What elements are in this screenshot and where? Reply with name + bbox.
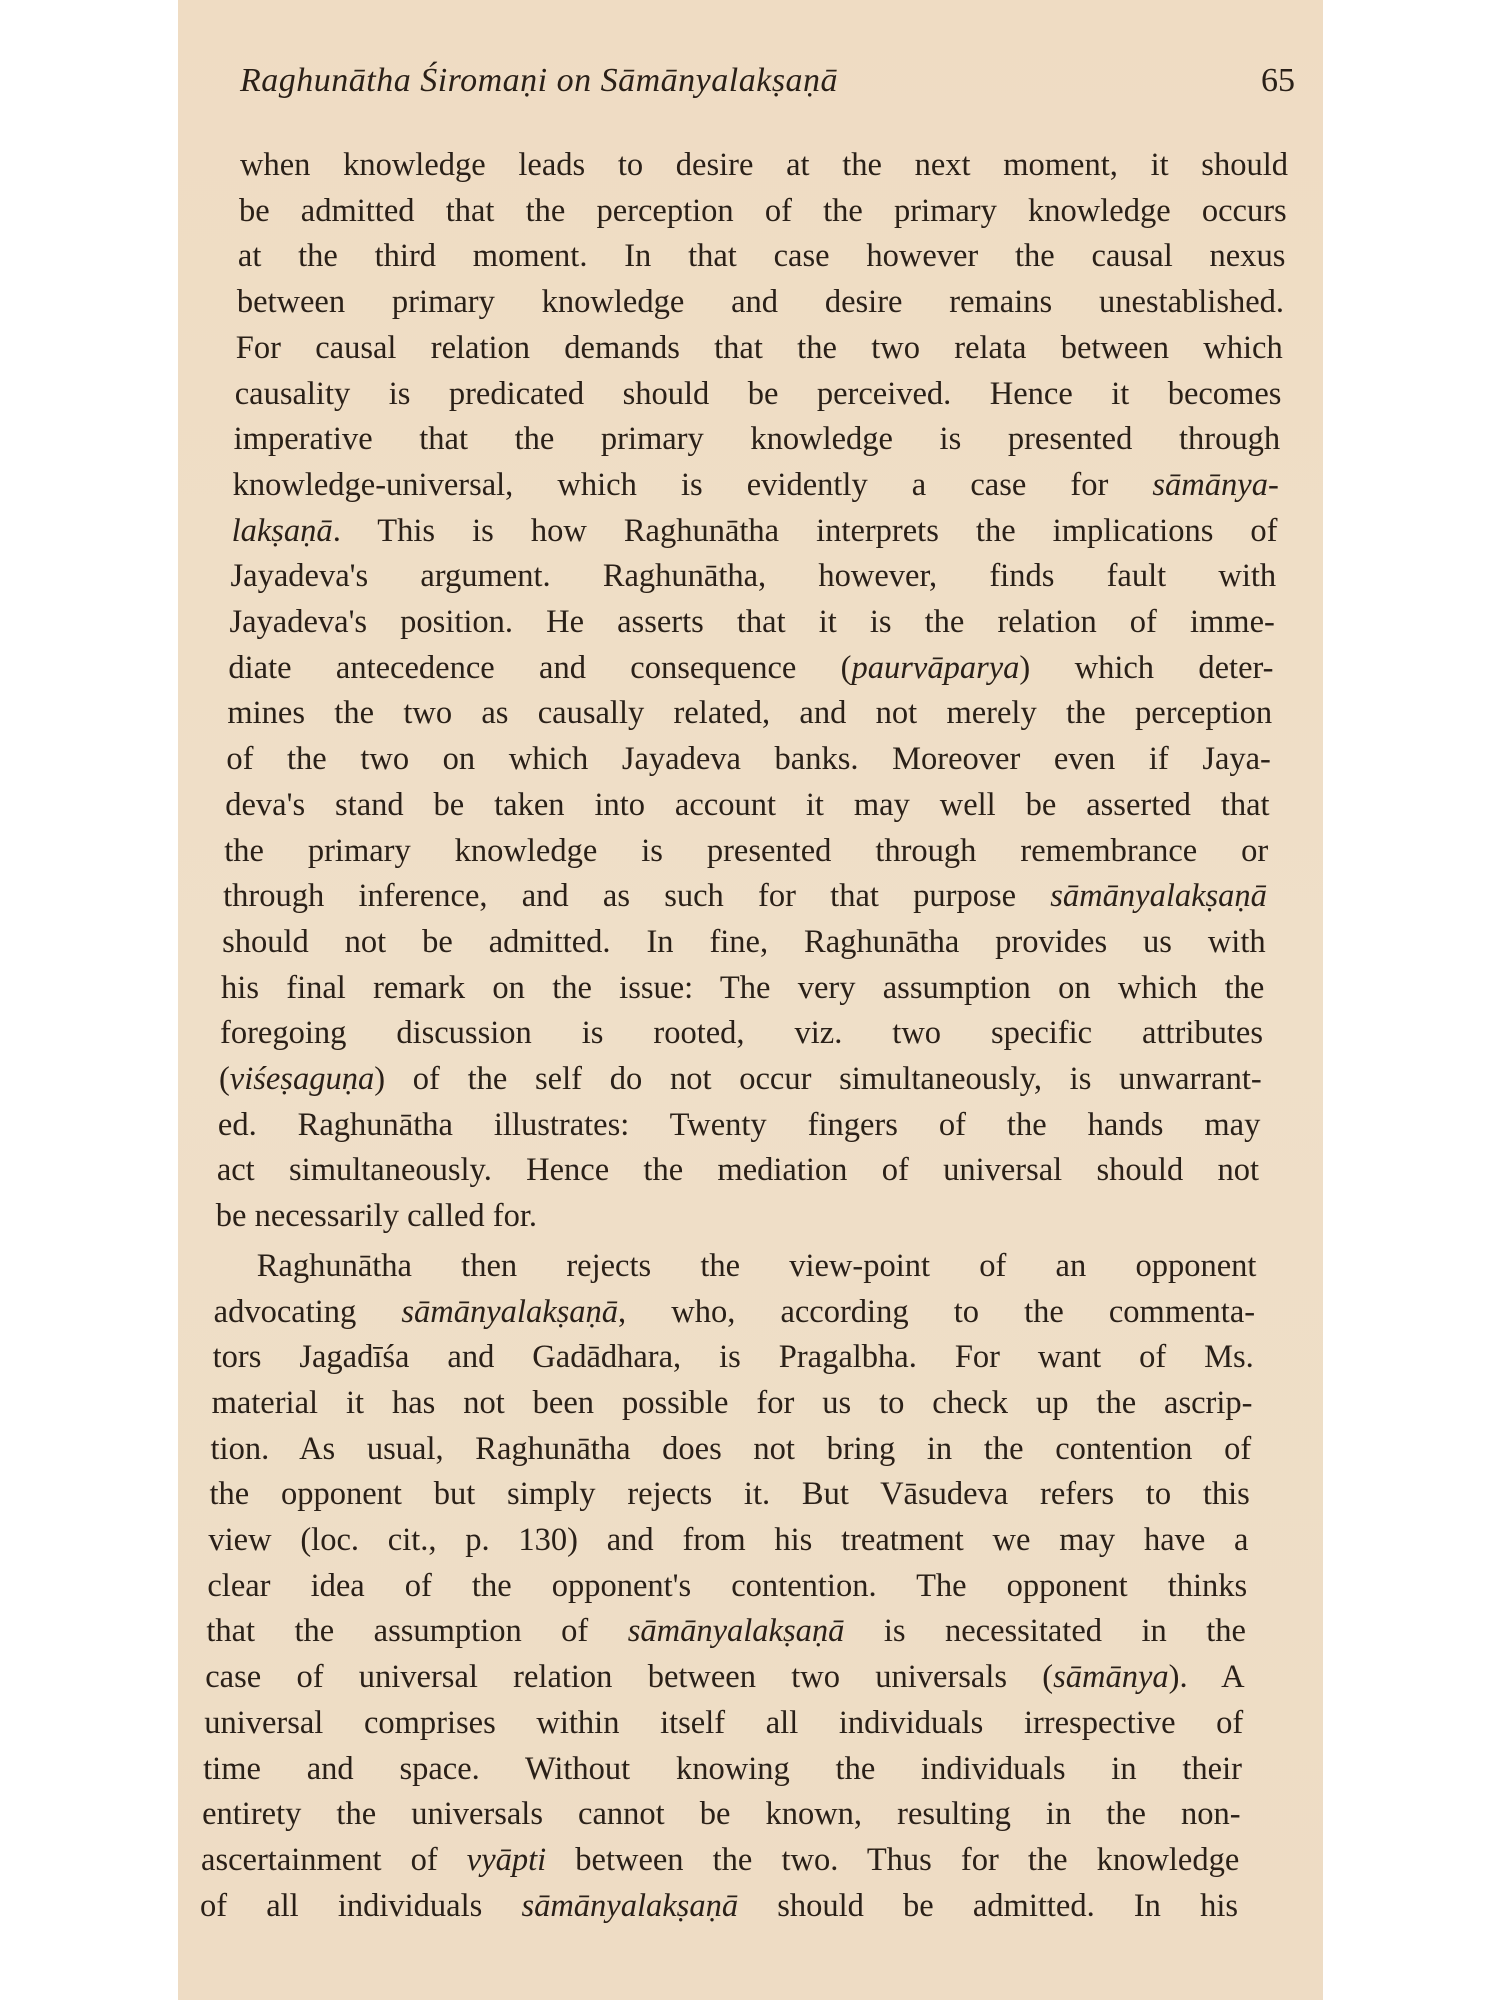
text-line: entirety the universals cannot be known, resulting in the non- (202, 1796, 1241, 1833)
text-line: For causal relation demands that the two relata between which (235, 329, 1283, 366)
text-line: that the assumption of sāmānyalakṣaṇā is necessitated in the (206, 1613, 1246, 1650)
text-line: act simultaneously. Hence the mediation of universal should not (216, 1152, 1260, 1189)
text-line: causality is predicated should be perceived. Hence it becomes (234, 375, 1282, 412)
text-line: foregoing discussion is rooted, viz. two specific attributes (220, 1015, 1263, 1052)
text-line: deva's stand be taken into account it may well be asserted that (225, 786, 1270, 823)
text-line: the primary knowledge is presented through remembrance or (224, 832, 1269, 869)
text-line: between primary knowledge and desire remains unestablished. (236, 284, 1285, 321)
text-line: time and space. Without knowing the individuals in their (203, 1750, 1242, 1787)
text-line: when knowledge leads to desire at the next moment, it should (240, 147, 1288, 183)
text-line: the opponent but simply rejects it. But Vāsudeva refers to this (209, 1476, 1250, 1513)
text-line: should not be admitted. In fine, Raghunātha provides us with (222, 923, 1266, 960)
text-line: knowledge-universal, which is evidently a case for sāmānya- (232, 466, 1279, 503)
text-line: Jayadeva's position. He asserts that it is the relation of imme- (229, 604, 1275, 640)
text-line: advocating sāmānyalakṣaṇā, who, according to the commenta- (213, 1293, 1256, 1330)
text-line: lakṣaṇā. This is how Raghunātha interprets the implications of (231, 512, 1278, 549)
text-line: clear idea of the opponent's contention. The opponent thinks (207, 1567, 1248, 1604)
text-line: ed. Raghunātha illustrates: Twenty fingers of the hands may (217, 1106, 1261, 1143)
running-head (240, 62, 1295, 106)
text-line: case of universal relation between two universals (sāmānya). A (205, 1659, 1245, 1696)
text-line: Jayadeva's argument. Raghunātha, however, finds fault with (230, 558, 1277, 595)
page-number: 65 (1261, 62, 1295, 99)
text-line: mines the two as causally related, and not merely the perception (227, 695, 1273, 732)
text-line: tors Jagadīśa and Gadādhara, is Pragalbha. For want of Ms. (212, 1339, 1254, 1376)
text-line: material it has not been possible for us to check up the ascrip- (211, 1384, 1253, 1421)
text-line: of the two on which Jayadeva banks. Moreover even if Jaya- (226, 741, 1271, 778)
running-head-title: Raghunātha Śiromaṇi on Sāmānyalakṣaṇā (240, 62, 839, 99)
text-line: diate antecedence and consequence (paurvāparya) which deter- (228, 649, 1274, 686)
text-line: ascertainment of vyāpti between the two. Thus for the knowledge (201, 1841, 1240, 1878)
text-line: his final remark on the issue: The very assumption on which the (221, 969, 1265, 1006)
text-line: of all individuals sāmānyalakṣaṇā should be admitted. In his (200, 1887, 1239, 1924)
text-line: view (loc. cit., p. 130) and from his treatment we may have a (208, 1522, 1249, 1558)
text-line: tion. As usual, Raghunātha does not bring in the contention of (210, 1430, 1252, 1467)
text-line: Raghunātha then rejects the view-point of an opponent (256, 1247, 1257, 1284)
text-line: be necessarily called for. (215, 1198, 538, 1235)
text-line: be admitted that the perception of the primary knowledge occurs (238, 192, 1287, 229)
text-line: imperative that the primary knowledge is presented through (233, 421, 1281, 458)
text-line: (viśeṣaguṇa) of the self do not occur simultaneously, is unwarrant- (218, 1061, 1262, 1097)
text-line: at the third moment. In that case however the causal nexus (237, 238, 1286, 275)
text-line: through inference, and as such for that purpose sāmānyalakṣaṇā (223, 878, 1267, 915)
book-page (178, 0, 1323, 2000)
text-line: universal comprises within itself all individuals irrespective of (204, 1704, 1244, 1741)
